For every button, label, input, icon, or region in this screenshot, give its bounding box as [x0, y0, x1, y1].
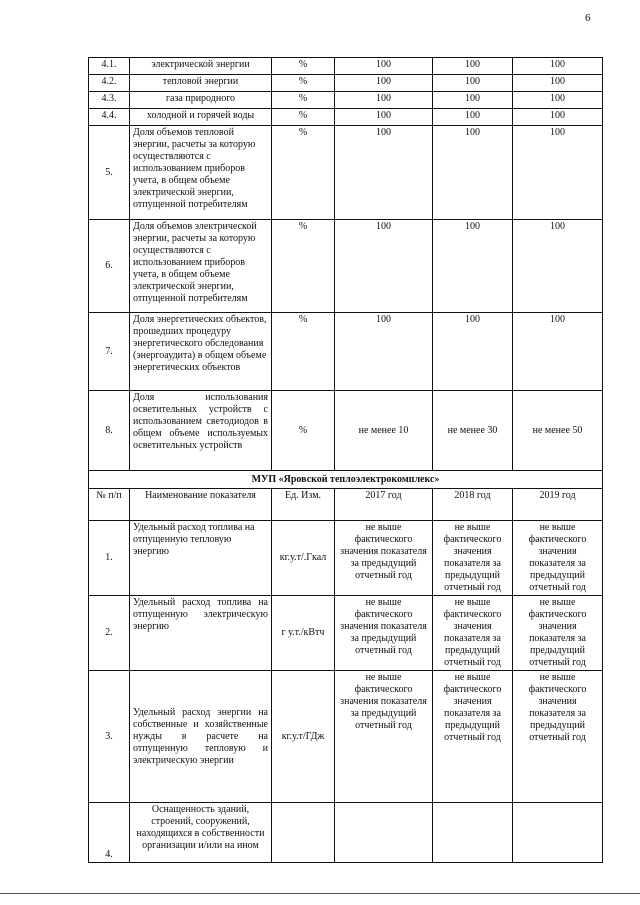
- table-row: [89, 803, 603, 863]
- row-number: 4.4.: [89, 109, 130, 126]
- value-2019: не выше фактического значения показателя за предыдущий отчетный год: [513, 596, 603, 671]
- indicator-name: тепловой энергии: [130, 75, 272, 92]
- value-2018: 100: [433, 58, 513, 75]
- unit-cell: %: [272, 220, 335, 313]
- indicator-name: Оснащенность зданий, строений, сооружений, находящихся в собственности организации и/или на ином: [130, 803, 272, 863]
- value-2017: 100: [335, 75, 433, 92]
- value-2017: 100: [335, 109, 433, 126]
- table-row: [89, 671, 603, 803]
- value-2019: [513, 803, 603, 863]
- indicator-name: Доля использования осветительных устройств с использованием светодиодов в общем объеме используемых осветительных устройств: [130, 391, 272, 471]
- indicator-name: Доля объемов электрической энергии, расчеты за которую осуществляются с использованием приборов учета, в общем объеме электрической энергии, отпущенной потребителям: [130, 220, 272, 313]
- unit-cell: %: [272, 391, 335, 471]
- unit-cell: %: [272, 313, 335, 391]
- table-row: [89, 391, 603, 471]
- table-row: [89, 596, 603, 671]
- header-2019: 2019 год: [513, 489, 603, 521]
- value-2017: 100: [335, 92, 433, 109]
- table-row: [89, 521, 603, 596]
- value-2018: 100: [433, 126, 513, 220]
- header-row: [89, 489, 603, 521]
- indicator-name: Доля объемов тепловой энергии, расчеты за которую осуществляются с использованием приборов учета, в общем объеме электрической энергии, отпущенной потребителям: [130, 126, 272, 220]
- indicator-name: Удельный расход энергии на собственные и хозяйственные нужды в расчете на отпущенную тепловую и электрическую энергии: [130, 671, 272, 803]
- value-2017: 100: [335, 220, 433, 313]
- value-2018: 100: [433, 220, 513, 313]
- indicator-name: Удельный расход топлива на отпущенную тепловую энергию: [130, 521, 272, 596]
- page-number: 6: [585, 12, 591, 24]
- value-2019: 100: [513, 220, 603, 313]
- table-row: [89, 220, 603, 313]
- row-number: 7.: [89, 313, 130, 391]
- table-row: [89, 313, 603, 391]
- value-2018: не менее 30: [433, 391, 513, 471]
- value-2018: 100: [433, 75, 513, 92]
- header-number: № п/п: [89, 489, 130, 521]
- value-2018: [433, 803, 513, 863]
- table-row: [89, 58, 603, 75]
- unit-cell: %: [272, 126, 335, 220]
- table-row: [89, 92, 603, 109]
- header-unit: Ед. Изм.: [272, 489, 335, 521]
- table-row: [89, 75, 603, 92]
- value-2018: не выше фактического значения показателя за предыдущий отчетный год: [433, 671, 513, 803]
- value-2019: 100: [513, 58, 603, 75]
- value-2018: 100: [433, 92, 513, 109]
- organization-title: МУП «Яровской теплоэлектрокомплекс»: [89, 471, 603, 489]
- value-2019: не менее 50: [513, 391, 603, 471]
- unit-cell: кг.у.т/.Гкал: [272, 521, 335, 596]
- unit-cell: %: [272, 75, 335, 92]
- row-number: 8.: [89, 391, 130, 471]
- value-2019: 100: [513, 109, 603, 126]
- indicators-table-continued: [88, 57, 603, 471]
- unit-cell: кг.у.т/ГДж: [272, 671, 335, 803]
- row-number: 1.: [89, 521, 130, 596]
- row-number: 2.: [89, 596, 130, 671]
- value-2019: 100: [513, 313, 603, 391]
- row-number: 4.: [89, 803, 130, 863]
- mup-indicators-table: [88, 470, 603, 863]
- org-header-row: [89, 471, 603, 489]
- indicator-name: электрической энергии: [130, 58, 272, 75]
- value-2017: 100: [335, 58, 433, 75]
- unit-cell: %: [272, 109, 335, 126]
- value-2018: не выше фактического значения показателя за предыдущий отчетный год: [433, 521, 513, 596]
- unit-cell: %: [272, 58, 335, 75]
- value-2019: 100: [513, 126, 603, 220]
- row-number: 4.3.: [89, 92, 130, 109]
- unit-cell: [272, 803, 335, 863]
- row-number: 4.1.: [89, 58, 130, 75]
- unit-cell: г у.т./кВтч: [272, 596, 335, 671]
- row-number: 6.: [89, 220, 130, 313]
- value-2017: не выше фактического значения показателя за предыдущий отчетный год: [335, 596, 433, 671]
- value-2018: 100: [433, 313, 513, 391]
- table-row: [89, 109, 603, 126]
- value-2019: не выше фактического значения показателя за предыдущий отчетный год: [513, 671, 603, 803]
- row-number: 5.: [89, 126, 130, 220]
- row-number: 3.: [89, 671, 130, 803]
- value-2018: 100: [433, 109, 513, 126]
- value-2017: не менее 10: [335, 391, 433, 471]
- table-row: [89, 126, 603, 220]
- value-2017: не выше фактического значения показателя за предыдущий отчетный год: [335, 521, 433, 596]
- indicator-name: холодной и горячей воды: [130, 109, 272, 126]
- value-2019: 100: [513, 92, 603, 109]
- unit-cell: %: [272, 92, 335, 109]
- value-2017: 100: [335, 126, 433, 220]
- indicator-name: Удельный расход топлива на отпущенную электрическую энергию: [130, 596, 272, 671]
- header-2017: 2017 год: [335, 489, 433, 521]
- indicator-name: Доля энергетических объектов, прошедших процедуру энергетического обследования (энергоаудита) в общем объеме энергетических объектов: [130, 313, 272, 391]
- value-2017: 100: [335, 313, 433, 391]
- page-bottom-rule: [0, 893, 640, 894]
- value-2018: не выше фактического значения показателя за предыдущий отчетный год: [433, 596, 513, 671]
- header-2018: 2018 год: [433, 489, 513, 521]
- value-2017: не выше фактического значения показателя за предыдущий отчетный год: [335, 671, 433, 803]
- header-name: Наименование показателя: [130, 489, 272, 521]
- indicator-name: газа природного: [130, 92, 272, 109]
- value-2017: [335, 803, 433, 863]
- value-2019: не выше фактического значения показателя за предыдущий отчетный год: [513, 521, 603, 596]
- row-number: 4.2.: [89, 75, 130, 92]
- value-2019: 100: [513, 75, 603, 92]
